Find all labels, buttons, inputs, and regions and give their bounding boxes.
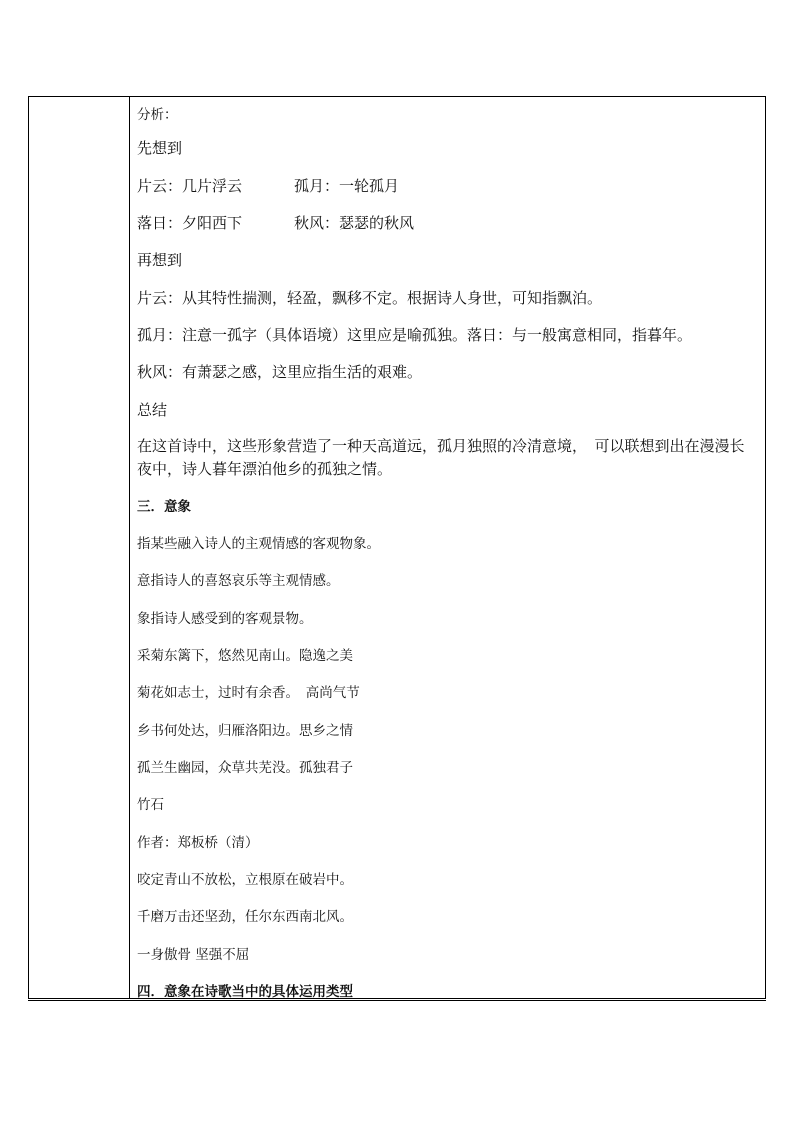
- section3-line: 乡书何处达，归雁洛阳边。思乡之情: [137, 723, 353, 739]
- content-table: [28, 96, 766, 999]
- section3-line: 菊花如志士，过时有余香。 高尚气节: [137, 685, 360, 701]
- section3-line: 竹石: [137, 797, 164, 813]
- section3-line: 作者：郑板桥（清）: [137, 835, 259, 851]
- pair2-a: 落日：夕阳西下: [137, 214, 243, 232]
- image-pair-2: [137, 212, 414, 233]
- summary-text: 在这首诗中，这些形象营造了一种天高道远，孤月独照的冷清意境， 可以联想到出在漫漫长夜中，诗人暮年漂泊他乡的孤独之情。: [137, 437, 745, 478]
- pair1-b: 孤月：一轮孤月: [294, 177, 400, 195]
- pair2-b: 秋风：瑟瑟的秋风: [294, 214, 415, 232]
- section3-line: 象指诗人感受到的客观景物。: [137, 611, 313, 627]
- image-pair-1: [137, 175, 399, 196]
- summary-heading: 总结: [137, 401, 168, 419]
- section3-line: 指某些融入诗人的主观情感的客观物象。: [137, 536, 380, 552]
- section3-line: 千磨万击还坚劲，任尔东西南北风。: [137, 909, 353, 925]
- table-bottom-rule: [28, 1000, 766, 1001]
- column-divider: [129, 97, 130, 998]
- section3-line: 孤兰生幽园，众草共芜没。孤独君子: [137, 760, 353, 776]
- then-think-label: 再想到: [137, 251, 183, 269]
- first-think-label: 先想到: [137, 139, 183, 157]
- analysis-heading: 分析：: [137, 107, 178, 123]
- wind-analysis: 秋风：有萧瑟之感，这里应指生活的艰难。: [137, 363, 423, 381]
- section4-title: 四．意象在诗歌当中的具体运用类型: [137, 984, 353, 1000]
- section3-line: 意指诗人的喜怒哀乐等主观情感。: [137, 573, 340, 589]
- cloud-analysis: 片云：从其特性揣测，轻盈，飘移不定。根据诗人身世，可知指飘泊。: [137, 289, 603, 307]
- section3-title: 三．意象: [137, 499, 191, 515]
- section3-line: 采菊东篱下，悠然见南山。隐逸之美: [137, 648, 353, 664]
- moon-analysis: 孤月：注意一孤字（具体语境）这里应是喻孤独。落日：与一般寓意相同，指暮年。: [137, 326, 693, 344]
- section3-line: 咬定青山不放松，立根原在破岩中。: [137, 872, 353, 888]
- pair1-a: 片云：几片浮云: [137, 177, 243, 195]
- section3-line: 一身傲骨 坚强不屈: [137, 947, 250, 963]
